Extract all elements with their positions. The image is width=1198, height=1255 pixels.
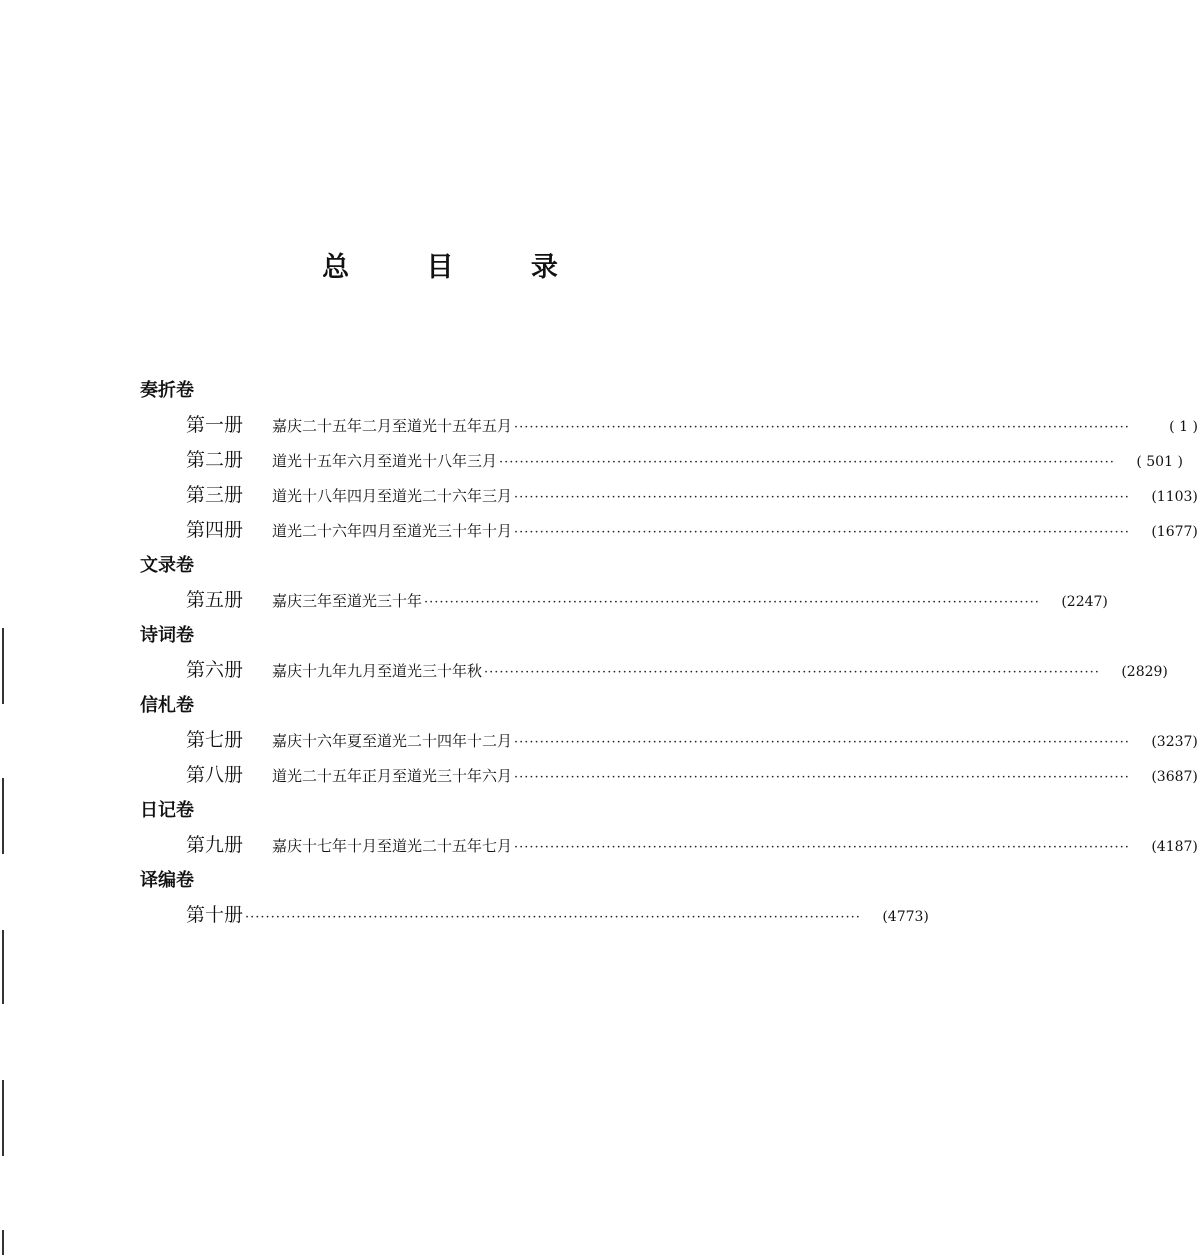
section-title: 奏折卷 [140,380,194,401]
dot-leader: ························································································································ [514,735,1130,750]
toc-entry[interactable] [140,653,1168,688]
page-number: (3237) [1151,734,1198,750]
volume-description: 嘉庆十六年夏至道光二十四年十二月 [272,732,513,750]
volume-description: 道光十五年六月至道光十八年三月 [272,452,498,470]
scan-edge-mark [2,628,4,704]
dot-leader: ························································································································ [499,455,1115,470]
volume-description: 道光二十六年四月至道光三十年十月 [272,522,513,540]
volume-description: 嘉庆三年至道光三十年 [272,592,423,610]
toc-entry[interactable] [140,408,1198,443]
page-number: (4773) [882,909,929,925]
toc-entry[interactable] [140,828,1198,863]
toc-section [140,373,1198,548]
toc-section [140,548,1108,618]
section-title: 译编卷 [140,870,194,891]
scan-edge-mark [2,778,4,854]
toc-section [140,618,1168,688]
dot-leader: ························································································································ [424,595,1040,610]
volume-label: 第二册 [186,449,244,471]
dot-leader: ························································································································ [484,665,1100,680]
page-number: (1103) [1151,489,1198,505]
volume-description: 嘉庆十九年九月至道光三十年秋 [272,662,483,680]
volume-label: 第四册 [186,519,244,541]
page-number: ( 501 ) [1136,454,1183,470]
page-number: (1677) [1151,524,1198,540]
volume-description: 嘉庆二十五年二月至道光十五年五月 [272,417,513,435]
toc-entry[interactable] [140,758,1198,793]
volume-label: 第七册 [186,729,244,751]
dot-leader: ························································································································ [514,490,1130,505]
toc-entry[interactable] [140,443,1183,478]
page-number: (2247) [1061,594,1108,610]
scan-edge-mark [2,1080,4,1156]
volume-description: 道光十八年四月至道光二十六年三月 [272,487,513,505]
volume-label: 第九册 [186,834,244,856]
page-number: ( 1 ) [1169,419,1198,435]
toc-section [140,793,1198,863]
page-number: (3687) [1151,769,1198,785]
section-title: 日记卷 [140,800,194,821]
volume-label: 第八册 [186,764,244,786]
toc-entry[interactable] [140,513,1198,548]
page-title: 总 目 录 [322,252,592,283]
volume-label: 第六册 [186,659,244,681]
scan-edge-mark [2,930,4,1004]
toc-entry[interactable] [140,583,1108,618]
scan-edge-mark [2,1230,4,1255]
section-title: 信札卷 [140,695,194,716]
volume-description: 道光二十五年正月至道光三十年六月 [272,767,513,785]
volume-label: 第三册 [186,484,244,506]
toc-section [140,688,1198,793]
dot-leader: ························································································································ [245,910,861,925]
section-title: 文录卷 [140,555,194,576]
page-number: (4187) [1151,839,1198,855]
dot-leader: ························································································································ [514,525,1130,540]
table-of-contents [140,373,1198,933]
volume-description: 嘉庆十七年十月至道光二十五年七月 [272,837,513,855]
toc-entry[interactable] [140,478,1198,513]
volume-label: 第一册 [186,414,244,436]
dot-leader: ························································································································ [514,420,1130,435]
dot-leader: ························································································································ [514,840,1130,855]
toc-entry[interactable] [140,723,1198,758]
toc-section [140,863,929,933]
section-title: 诗词卷 [140,625,194,646]
volume-label: 第五册 [186,589,244,611]
volume-label: 第十册 [186,904,244,926]
page-number: (2829) [1121,664,1168,680]
toc-entry[interactable] [140,898,929,933]
dot-leader: ························································································································ [514,770,1130,785]
